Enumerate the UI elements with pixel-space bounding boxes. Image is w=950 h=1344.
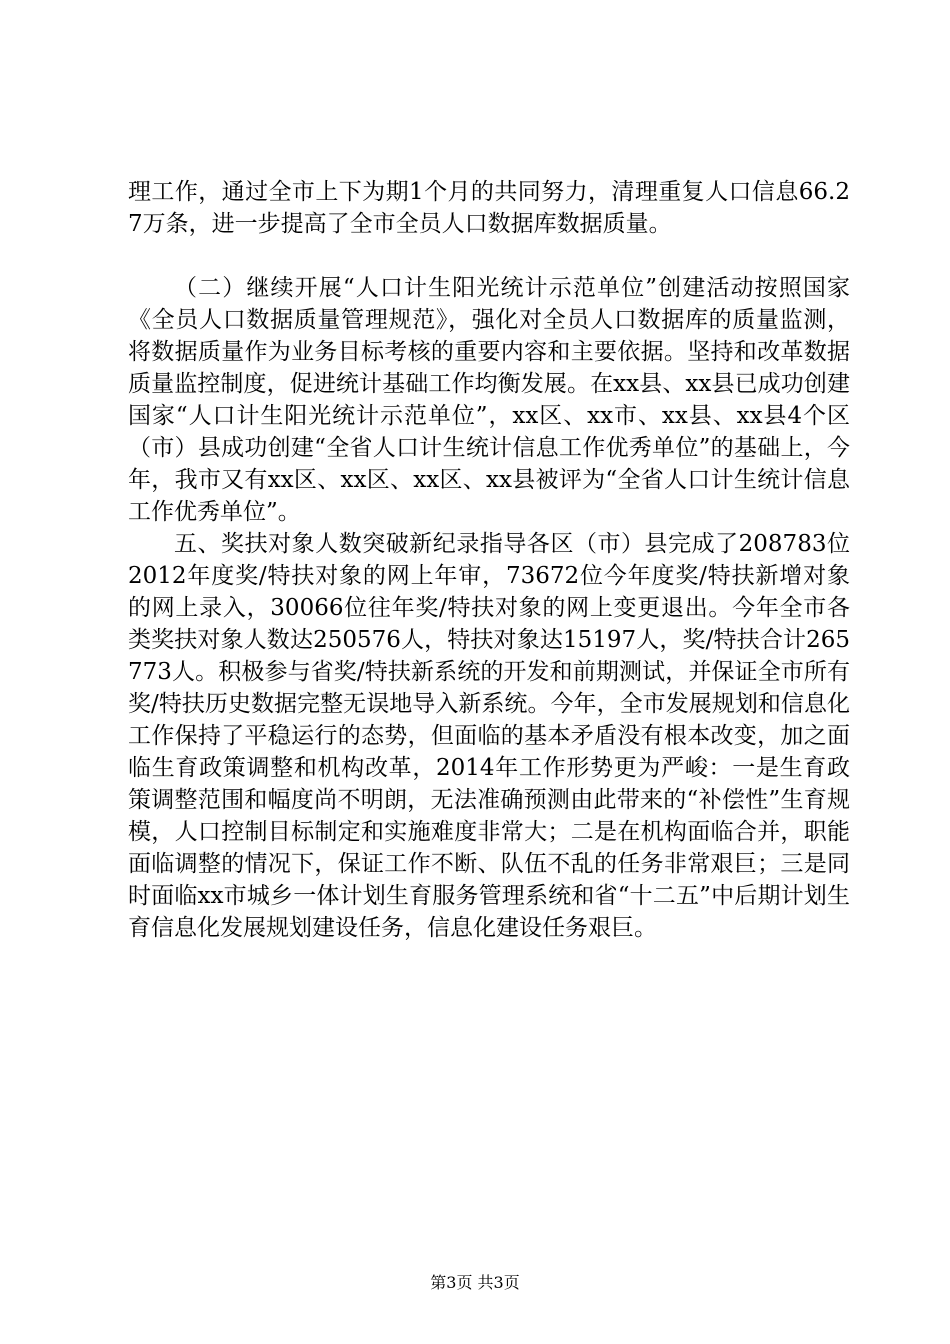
paragraph-section-two: （二）继续开展“人口计生阳光统计示范单位”创建活动按照国家《全员人口数据质量管理规范》，强化对全员人口数据库的质量监测，将数据质量作为业务目标考核的重要内容和主要依据。坚持和改革数据质量监控制度，促进统计基础工作均衡发展。在xx县、xx县已成功创建国家“人口计生阳光统计示范单位”，xx区、xx市、xx县、xx县4个区（市）县成功创建“全省人口计生统计信息工作优秀单位”的基础上，今年，我市又有xx区、xx区、xx区、xx县被评为“全省人口计生统计信息工作优秀单位”。 bbox=[128, 275, 850, 525]
paragraph-section-five: 五、奖扶对象人数突破新纪录指导各区（市）县完成了208783位2012年度奖/特扶对象的网上年审，73672位今年度奖/特扶新增对象的网上录入，30066位往年奖/特扶对象的网上变更退出。今年全市各类奖扶对象人数达250576人，特扶对象达15197人，奖/特扶合计265773人。积极参与省奖/特扶新系统的开发和前期测试，并保证全市所有奖/特扶历史数据完整无误地导入新系统。今年，全市发展规划和信息化工作保持了平稳运行的态势，但面临的基本矛盾没有根本改变，加之面临生育政策调整和机构改革，2014年工作形势更为严峻：一是生育政策调整范围和幅度尚不明朗，无法准确预测由此带来的“补偿性”生育规模，人口控制目标制定和实施难度非常大；二是在机构面临合并，职能面临调整的情况下，保证工作不断、队伍不乱的任务非常艰巨；三是同时面临xx市城乡一体计划生育服务管理系统和省“十二五”中后期计划生育信息化发展规划建设任务，信息化建设任务艰巨。 bbox=[128, 531, 850, 941]
page-footer: 第3页 共3页 bbox=[430, 1273, 520, 1292]
paragraph-continuation: 理工作，通过全市上下为期1个月的共同努力，清理重复人口信息66.27万条，进一步提高了全市全员人口数据库数据质量。 bbox=[128, 179, 850, 237]
document-body bbox=[128, 176, 850, 944]
